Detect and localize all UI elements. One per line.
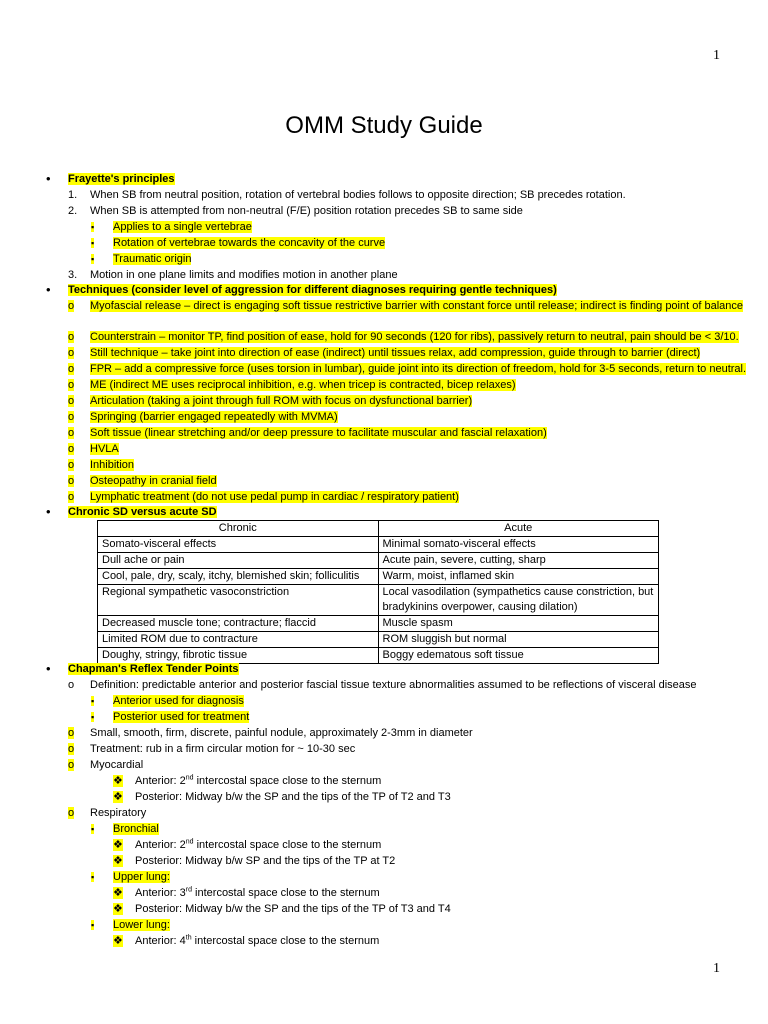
bullet-marker: •	[46, 661, 51, 676]
chapman-nodule-description: Small, smooth, firm, discrete, painful nodule, approximately 2-3mm in diameter	[90, 727, 473, 739]
circle-marker: o	[68, 679, 75, 691]
circle-marker: o	[68, 491, 75, 503]
table-cell: Somato-visceral effects	[98, 537, 379, 553]
technique-item: HVLA	[90, 443, 119, 455]
chapman-definition: Definition: predictable anterior and posterior fascial tissue texture abnormalities assumed to be reflections of visceral disease	[90, 679, 697, 691]
bronchial-posterior: Posterior: Midway b/w SP and the tips of the TP at T2	[135, 855, 396, 867]
technique-item: Articulation (taking a joint through full ROM with focus on dysfunctional barrier)	[90, 395, 473, 407]
technique-item: Still technique – take joint into direction of ease (indirect) until tissues relax, add compression, guide through to barrier (direct)	[90, 347, 701, 359]
table-cell: Doughy, stringy, fibrotic tissue	[98, 648, 379, 664]
circle-marker: o	[68, 743, 75, 755]
table-cell: Dull ache or pain	[98, 553, 379, 569]
table-row	[98, 632, 659, 648]
square-marker: ▪	[91, 872, 95, 882]
technique-item: Soft tissue (linear stretching and/or deep pressure to facilitate muscular and fascial relaxation)	[90, 427, 547, 439]
column-header-acute: Acute	[378, 521, 659, 537]
table-cell: Acute pain, severe, cutting, sharp	[378, 553, 659, 569]
diamond-marker: ❖	[113, 775, 123, 787]
technique-item: Myofascial release – direct is engaging soft tissue restrictive barrier with constant force until release; indirect is finding point of balance	[90, 300, 743, 312]
table-row	[98, 569, 659, 585]
column-header-chronic: Chronic	[98, 521, 379, 537]
circle-marker: o	[68, 363, 75, 375]
frayette-heading: Frayette's principles	[68, 173, 175, 185]
list-number: 2.	[68, 205, 78, 217]
technique-item: Osteopathy in cranial field	[90, 475, 217, 487]
diamond-marker: ❖	[113, 839, 123, 851]
diamond-marker: ❖	[113, 903, 123, 915]
respiratory-bronchial: Bronchial	[113, 823, 159, 835]
circle-marker: o	[68, 443, 75, 455]
technique-item: FPR – add a compressive force (uses torsion in lumbar), guide joint into its direction of freedom, hold for 3-5 seconds, return to neutral.	[90, 363, 747, 375]
table-cell: Local vasodilation (sympathetics cause constriction, but bradykinins overpower, causing dilation)	[378, 585, 659, 616]
table-cell: Boggy edematous soft tissue	[378, 648, 659, 664]
circle-marker: o	[68, 300, 75, 312]
respiratory-upper-lung: Upper lung:	[113, 871, 170, 883]
table-cell: Limited ROM due to contracture	[98, 632, 379, 648]
circle-marker: o	[68, 459, 75, 471]
bronchial-anterior: Anterior: 2nd intercostal space close to the sternum	[135, 838, 382, 851]
table-row	[98, 553, 659, 569]
diamond-marker: ❖	[113, 935, 123, 947]
frayette-sub-item: Applies to a single vertebrae	[113, 221, 252, 233]
square-marker: ▪	[91, 254, 95, 264]
frayette-item-3: Motion in one plane limits and modifies motion in another plane	[90, 269, 398, 281]
table-cell: Regional sympathetic vasoconstriction	[98, 585, 379, 616]
diamond-marker: ❖	[113, 887, 123, 899]
chapman-posterior-treatment: Posterior used for treatment	[113, 711, 250, 723]
chapman-treatment: Treatment: rub in a firm circular motion for ~ 10-30 sec	[90, 743, 356, 755]
table-cell: Warm, moist, inflamed skin	[378, 569, 659, 585]
technique-item: Springing (barrier engaged repeatedly with MVMA)	[90, 411, 338, 423]
myocardial-anterior: Anterior: 2nd intercostal space close to the sternum	[135, 774, 382, 787]
chapman-myocardial: Myocardial	[90, 759, 144, 771]
myocardial-posterior: Posterior: Midway b/w the SP and the tips of the TP of T2 and T3	[135, 791, 451, 803]
list-number: 1.	[68, 189, 78, 201]
chapman-anterior-diagnosis: Anterior used for diagnosis	[113, 695, 244, 707]
circle-marker: o	[68, 411, 75, 423]
bullet-marker: •	[46, 282, 51, 297]
square-marker: ▪	[91, 222, 95, 232]
circle-marker: o	[68, 347, 75, 359]
circle-marker: o	[68, 727, 75, 739]
circle-marker: o	[68, 807, 75, 819]
frayette-item-1: When SB from neutral position, rotation of vertebral bodies follows to opposite direction; SB precedes rotation.	[90, 189, 626, 201]
respiratory-lower-lung: Lower lung:	[113, 919, 170, 931]
circle-marker: o	[68, 395, 75, 407]
technique-item: Lymphatic treatment (do not use pedal pump in cardiac / respiratory patient)	[90, 491, 459, 503]
square-marker: ▪	[91, 696, 95, 706]
table-cell: Muscle spasm	[378, 616, 659, 632]
circle-marker: o	[68, 475, 75, 487]
circle-marker: o	[68, 331, 75, 343]
techniques-heading: Techniques (consider level of aggression for different diagnoses requiring gentle techniques)	[68, 284, 557, 296]
upper-lung-posterior: Posterior: Midway b/w the SP and the tips of the TP of T3 and T4	[135, 903, 451, 915]
upper-lung-anterior: Anterior: 3rd intercostal space close to the sternum	[135, 886, 380, 899]
table-row	[98, 585, 659, 616]
circle-marker: o	[68, 379, 75, 391]
frayette-sub-item: Rotation of vertebrae towards the concavity of the curve	[113, 237, 386, 249]
chapman-respiratory: Respiratory	[90, 807, 147, 819]
table-cell: Minimal somato-visceral effects	[378, 537, 659, 553]
chapman-heading: Chapman's Reflex Tender Points	[68, 663, 239, 675]
bullet-marker: •	[46, 504, 51, 519]
technique-item: Inhibition	[90, 459, 135, 471]
square-marker: ▪	[91, 712, 95, 722]
table-cell: ROM sluggish but normal	[378, 632, 659, 648]
technique-item: ME (indirect ME uses reciprocal inhibition, e.g. when tricep is contracted, bicep relaxes)	[90, 379, 516, 391]
table-row	[98, 537, 659, 553]
frayette-item-2: When SB is attempted from non-neutral (F/E) position rotation precedes SB to same side	[90, 205, 523, 217]
bullet-marker: •	[46, 171, 51, 186]
table-row	[98, 616, 659, 632]
table-cell: Cool, pale, dry, scaly, itchy, blemished skin; folliculitis	[98, 569, 379, 585]
square-marker: ▪	[91, 920, 95, 930]
circle-marker: o	[68, 427, 75, 439]
square-marker: ▪	[91, 824, 95, 834]
page-title: OMM Study Guide	[285, 112, 483, 139]
technique-item: Counterstrain – monitor TP, find position of ease, hold for 90 seconds (120 for ribs), passively return to neutral, pain should be < 3/10.	[90, 331, 739, 343]
square-marker: ▪	[91, 238, 95, 248]
page-number-bottom: 1	[713, 961, 720, 976]
list-number: 3.	[68, 269, 78, 281]
circle-marker: o	[68, 759, 75, 771]
diamond-marker: ❖	[113, 791, 123, 803]
chronic-acute-table	[97, 520, 659, 664]
lower-lung-anterior: Anterior: 4th intercostal space close to the sternum	[135, 934, 380, 947]
frayette-sub-item: Traumatic origin	[113, 253, 192, 265]
table-cell: Decreased muscle tone; contracture; flaccid	[98, 616, 379, 632]
page-number-top: 1	[713, 48, 720, 63]
table-header-row	[98, 521, 659, 537]
diamond-marker: ❖	[113, 855, 123, 867]
chronic-heading: Chronic SD versus acute SD	[68, 506, 217, 518]
